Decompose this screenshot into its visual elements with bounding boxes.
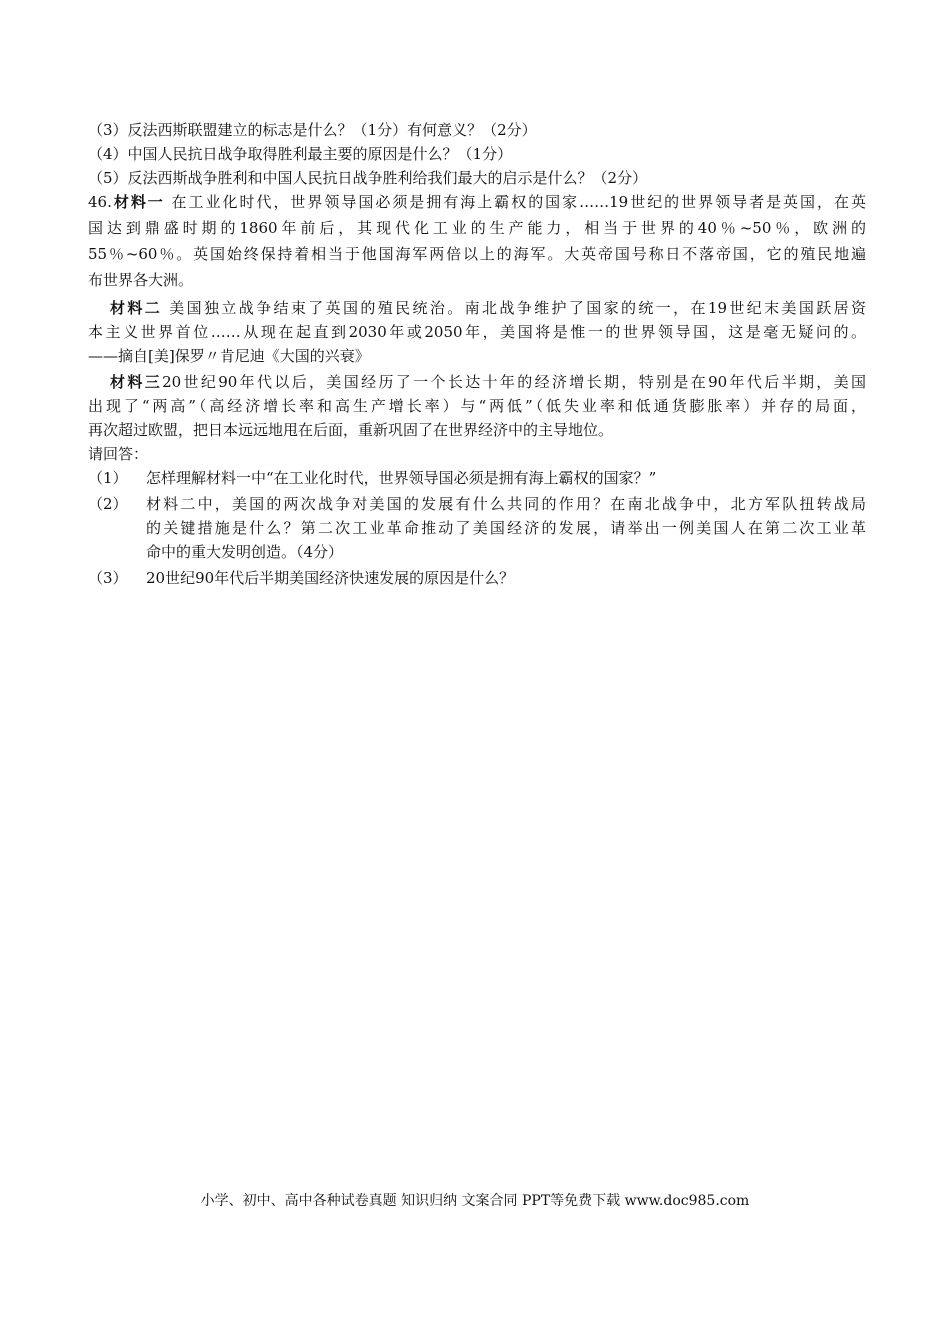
- page-footer: 小学、初中、高中各种试卷真题 知识归纳 文案合同 PPT等免费下载 www.doc985.com: [200, 1193, 750, 1209]
- material-three-line-2: 出现了“两高”（高经济增长率和高生产增长率）与“两低”（低失业率和低通货膨胀率）并存的局面，: [88, 397, 866, 415]
- material-one-line-1: [88, 190, 866, 214]
- answer-prompt: 请回答：: [88, 445, 149, 463]
- sub-question-3-text: 20世纪90年代后半期美国经济快速发展的原因是什么？: [146, 569, 515, 587]
- sub-question-2-line-3: 命中的重大发明创造。（4分）: [146, 543, 344, 561]
- material-three-text-1: 20世纪90年代以后，美国经历了一个长达十年的经济增长期，特别是在90年代后半期，美国: [162, 373, 866, 391]
- material-one-line-4: 布世界各大洲。: [88, 271, 194, 289]
- material-three-label: 材料三: [110, 373, 163, 391]
- material-one-label: 材料一: [111, 193, 165, 211]
- question-5: （5）反法西斯战争胜利和中国人民抗日战争胜利给我们最大的启示是什么？（2分）: [88, 169, 648, 187]
- material-one-text-1: 在工业化时代，世界领导国必须是拥有海上霸权的国家……19世纪的世界领导者是英国，在英: [164, 193, 866, 211]
- material-one-line-3: 55％~60％。英国始终保持着相当于他国海军两倍以上的海军。大英帝国号称日不落帝国，它的殖民地遍: [88, 245, 866, 263]
- sub-question-1-number: （1）: [88, 469, 128, 487]
- sub-question-2-number: （2）: [88, 495, 128, 513]
- sub-question-3-number: （3）: [88, 569, 128, 587]
- material-three-line-3: 再次超过欧盟，把日本远远地甩在后面，重新巩固了在世界经济中的主导地位。: [88, 421, 614, 439]
- material-two-label: 材料二: [110, 299, 163, 317]
- material-one-line-2: 国达到鼎盛时期的1860年前后，其现代化工业的生产能力，相当于世界的40％~50％，欧洲的: [88, 219, 866, 237]
- material-two-line-1: [110, 296, 866, 320]
- sub-question-2-line-2: 的关键措施是什么？第二次工业革命推动了美国经济的发展，请举出一例美国人在第二次工业革: [146, 519, 866, 537]
- material-two-source: ——摘自[美]保罗〃肯尼迪《大国的兴衰》: [88, 347, 370, 365]
- material-two-text-1: 美国独立战争结束了英国的殖民统治。南北战争维护了国家的统一，在19世纪末美国跃居资: [162, 299, 866, 317]
- material-two-line-2: 本主义世界首位……从现在起直到2030年或2050年，美国将是惟一的世界领导国，这是毫无疑问的。: [88, 323, 866, 341]
- question-3: （3）反法西斯联盟建立的标志是什么？（1分）有何意义？（2分）: [88, 121, 537, 139]
- sub-question-2-line-1: 材料二中，美国的两次战争对美国的发展有什么共同的作用？在南北战争中，北方军队扭转战局: [146, 495, 866, 513]
- question-number: 46.: [88, 193, 112, 211]
- question-4: （4）中国人民抗日战争取得胜利最主要的原因是什么？（1分）: [88, 145, 513, 163]
- sub-question-1-text: 怎样理解材料一中“在工业化时代，世界领导国必须是拥有海上霸权的国家？”: [146, 469, 657, 487]
- material-three-line-1: [110, 370, 866, 394]
